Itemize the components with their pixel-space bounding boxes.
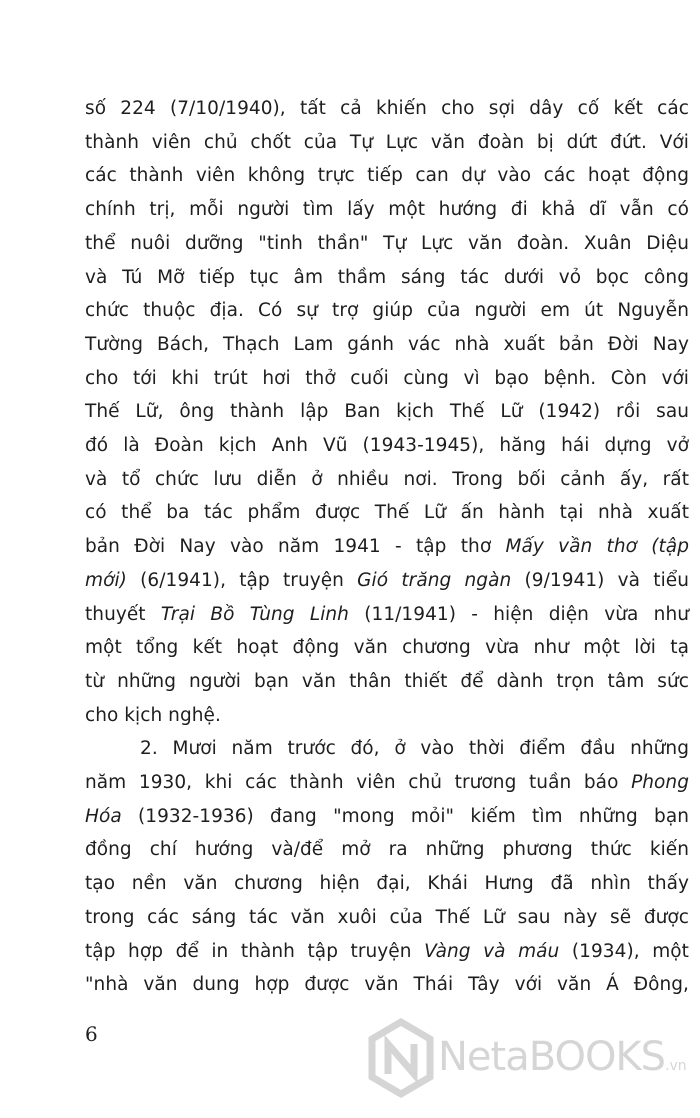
text-line: có thể ba tác phẩm được Thế Lữ ấn hành tại nhà xuất bbox=[85, 502, 689, 524]
text-line bbox=[85, 800, 689, 834]
text-run: năm 1930, khi các thành viên chủ trương tuần báo bbox=[85, 772, 632, 794]
body-text bbox=[85, 92, 689, 1002]
text-run: (1934), một bbox=[559, 940, 689, 962]
text-line: chính trị, mỗi người tìm lấy một hướng đi khả dĩ vẫn có bbox=[85, 199, 689, 221]
text-line: tạo nền văn chương hiện đại, Khái Hưng đã nhìn thấy bbox=[85, 873, 689, 895]
text-run: thuyết bbox=[85, 603, 161, 625]
text-line bbox=[85, 766, 689, 800]
text-line: Thế Lữ, ông thành lập Ban kịch Thế Lữ (1942) rồi sau bbox=[85, 401, 689, 423]
text-line: một tổng kết hoạt động văn chương vừa như một lời tạ bbox=[85, 637, 689, 659]
text-run: tập hợp để in thành tập truyện bbox=[85, 940, 425, 962]
text-line bbox=[85, 530, 689, 564]
text-line: thể nuôi dưỡng "tinh thần" Tự Lực văn đoàn. Xuân Diệu bbox=[85, 232, 689, 254]
text-line: chức thuộc địa. Có sự trợ giúp của người em út Nguyễn bbox=[85, 300, 689, 322]
text-line bbox=[85, 935, 689, 969]
text-line: từ những người bạn văn thân thiết để dành trọn tâm sức bbox=[85, 670, 689, 692]
italic-title: Trại Bồ Tùng Linh bbox=[160, 603, 349, 625]
italic-title: Hóa bbox=[85, 805, 122, 827]
text-line: "nhà văn dung hợp được văn Thái Tây với văn Á Đông, bbox=[85, 974, 689, 996]
paragraph-start-line: 2. Mươi năm trước đó, ở vào thời điểm đầu những bbox=[140, 738, 689, 760]
text-run: (6/1941), tập truyện bbox=[126, 569, 358, 591]
text-run: (9/1941) và tiểu bbox=[511, 569, 690, 591]
text-line: thành viên chủ chốt của Tự Lực văn đoàn bị dứt đứt. Với bbox=[85, 131, 689, 153]
italic-title: Vàng và máu bbox=[424, 940, 560, 962]
text-line: đồng chí hướng và/để mở ra những phương thức kiến bbox=[85, 839, 689, 861]
text-line: và tổ chức lưu diễn ở nhiều nơi. Trong bối cảnh ấy, rất bbox=[85, 468, 689, 490]
text-line bbox=[85, 564, 689, 598]
watermark-brand: NetaBOOKS bbox=[438, 1034, 666, 1080]
text-line: các thành viên không trực tiếp can dự vào các hoạt động bbox=[85, 165, 689, 187]
text-line: trong các sáng tác văn xuôi của Thế Lữ sau này sẽ được bbox=[85, 906, 689, 928]
text-line bbox=[85, 598, 689, 632]
text-line: và Tú Mỡ tiếp tục âm thầm sáng tác dưới vỏ bọc công bbox=[85, 266, 689, 288]
netabooks-logo-icon bbox=[366, 1018, 436, 1098]
page-number: 6 bbox=[85, 1022, 98, 1046]
text-run: (1932-1936) đang "mong mỏi" kiếm tìm những bạn bbox=[121, 805, 689, 827]
italic-title: Mấy vần thơ (tập bbox=[505, 536, 689, 558]
text-run: (11/1941) - hiện diện vừa như bbox=[348, 603, 689, 625]
text-line: số 224 (7/10/1940), tất cả khiến cho sợi dây cố kết các bbox=[85, 98, 689, 119]
text-line: đó là Đoàn kịch Anh Vũ (1943-1945), hăng hái dựng vở bbox=[85, 435, 689, 457]
watermark-text bbox=[438, 1034, 687, 1080]
watermark bbox=[366, 1010, 696, 1110]
italic-title: Gió trăng ngàn bbox=[357, 569, 512, 591]
watermark-suffix: .vn bbox=[665, 1058, 687, 1074]
text-run: bản Đời Nay vào năm 1941 - tập thơ bbox=[85, 536, 506, 558]
text-line: cho tới khi trút hơi thở cuối cùng vì bạo bệnh. Còn với bbox=[85, 367, 689, 389]
text-line: cho kịch nghệ. bbox=[85, 704, 221, 726]
text-line: Tường Bách, Thạch Lam gánh vác nhà xuất bản Đời Nay bbox=[85, 333, 689, 355]
italic-title: Phong bbox=[631, 772, 689, 794]
italic-title: mới) bbox=[85, 569, 127, 591]
